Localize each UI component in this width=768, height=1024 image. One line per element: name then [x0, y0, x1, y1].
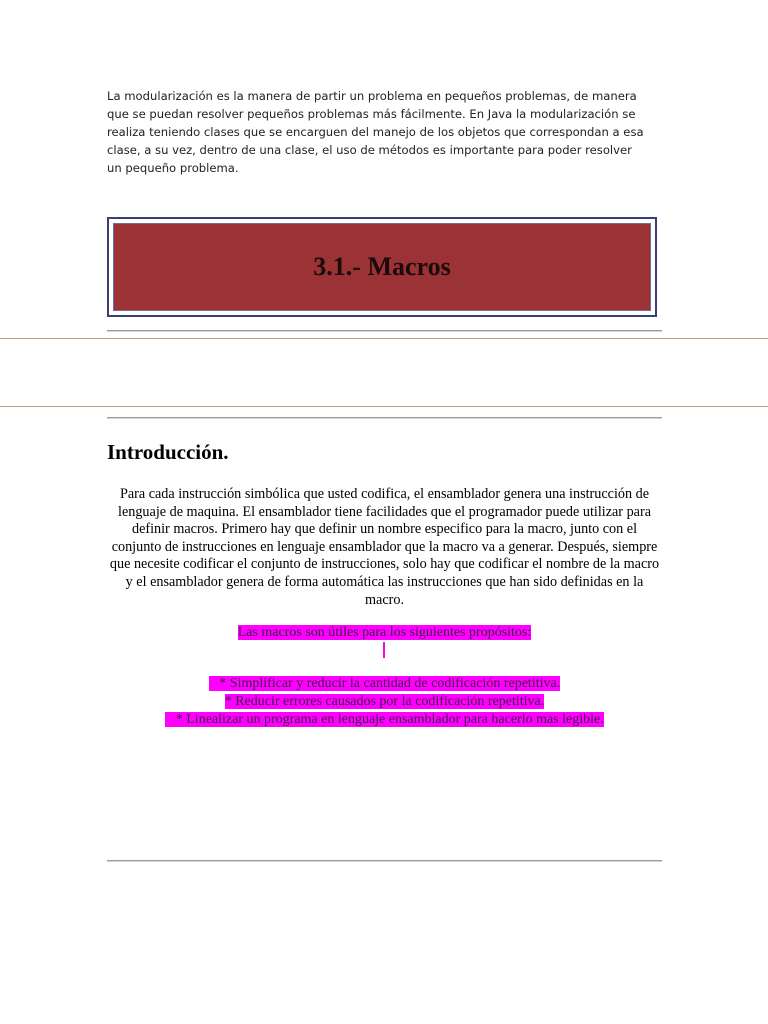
page-divider: [0, 338, 768, 339]
page-divider: [0, 406, 768, 407]
section-title-frame: [107, 217, 657, 317]
divider-line: [107, 417, 662, 419]
highlighted-text: * Reducir errores causados por la codificación repetitiva.: [224, 694, 545, 709]
body-paragraph: Para cada instrucción simbólica que usted codifica, el ensamblador genera una instrucción de lenguaje de maquina. El ensamblador tiene facilidades que el programador puede utilizar para definir macros. Primero hay que definir un nombre especifico para la macro, junto con el conjunto de instrucciones en lenguaje ensamblador que la macro va a generar. Después, siempre que necesite codificar el conjunto de instrucciones, solo hay que codificar el nombre de la macro y el ensamblador genera de forma automática las instrucciones que han sido definidas en la macro.: [109, 486, 660, 608]
highlighted-text: * Linealizar un programa en lenguaje ensamblador para hacerlo mas legible.: [165, 712, 604, 727]
section-heading: Introducción.: [107, 440, 229, 464]
purpose-item: [107, 711, 662, 728]
text-cursor: [383, 642, 385, 658]
highlighted-text: * Simplificar y reducir la cantidad de codificación repetitiva.: [208, 676, 561, 691]
highlighted-text: Las macros son útiles para los siguientes propósitos:: [237, 625, 532, 640]
purpose-item: [107, 693, 662, 710]
intro-paragraph: La modularización es la manera de partir un problema en pequeños problemas, de manera que se puedan resolver pequeños problemas más fácilmente. En Java la modularización se realiza teniendo clases que se encarguen del manejo de los objetos que correspondan a esa clase, a su vez, dentro de una clase, el uso de métodos es importante para poder resolver un pequeño problema.: [107, 89, 644, 175]
purpose-item: [107, 675, 662, 692]
divider-line: [107, 330, 662, 332]
section-title: 3.1.- Macros: [313, 252, 451, 281]
purposes-intro: [107, 624, 662, 641]
divider-line: [107, 860, 662, 862]
section-title-box: [113, 223, 651, 311]
